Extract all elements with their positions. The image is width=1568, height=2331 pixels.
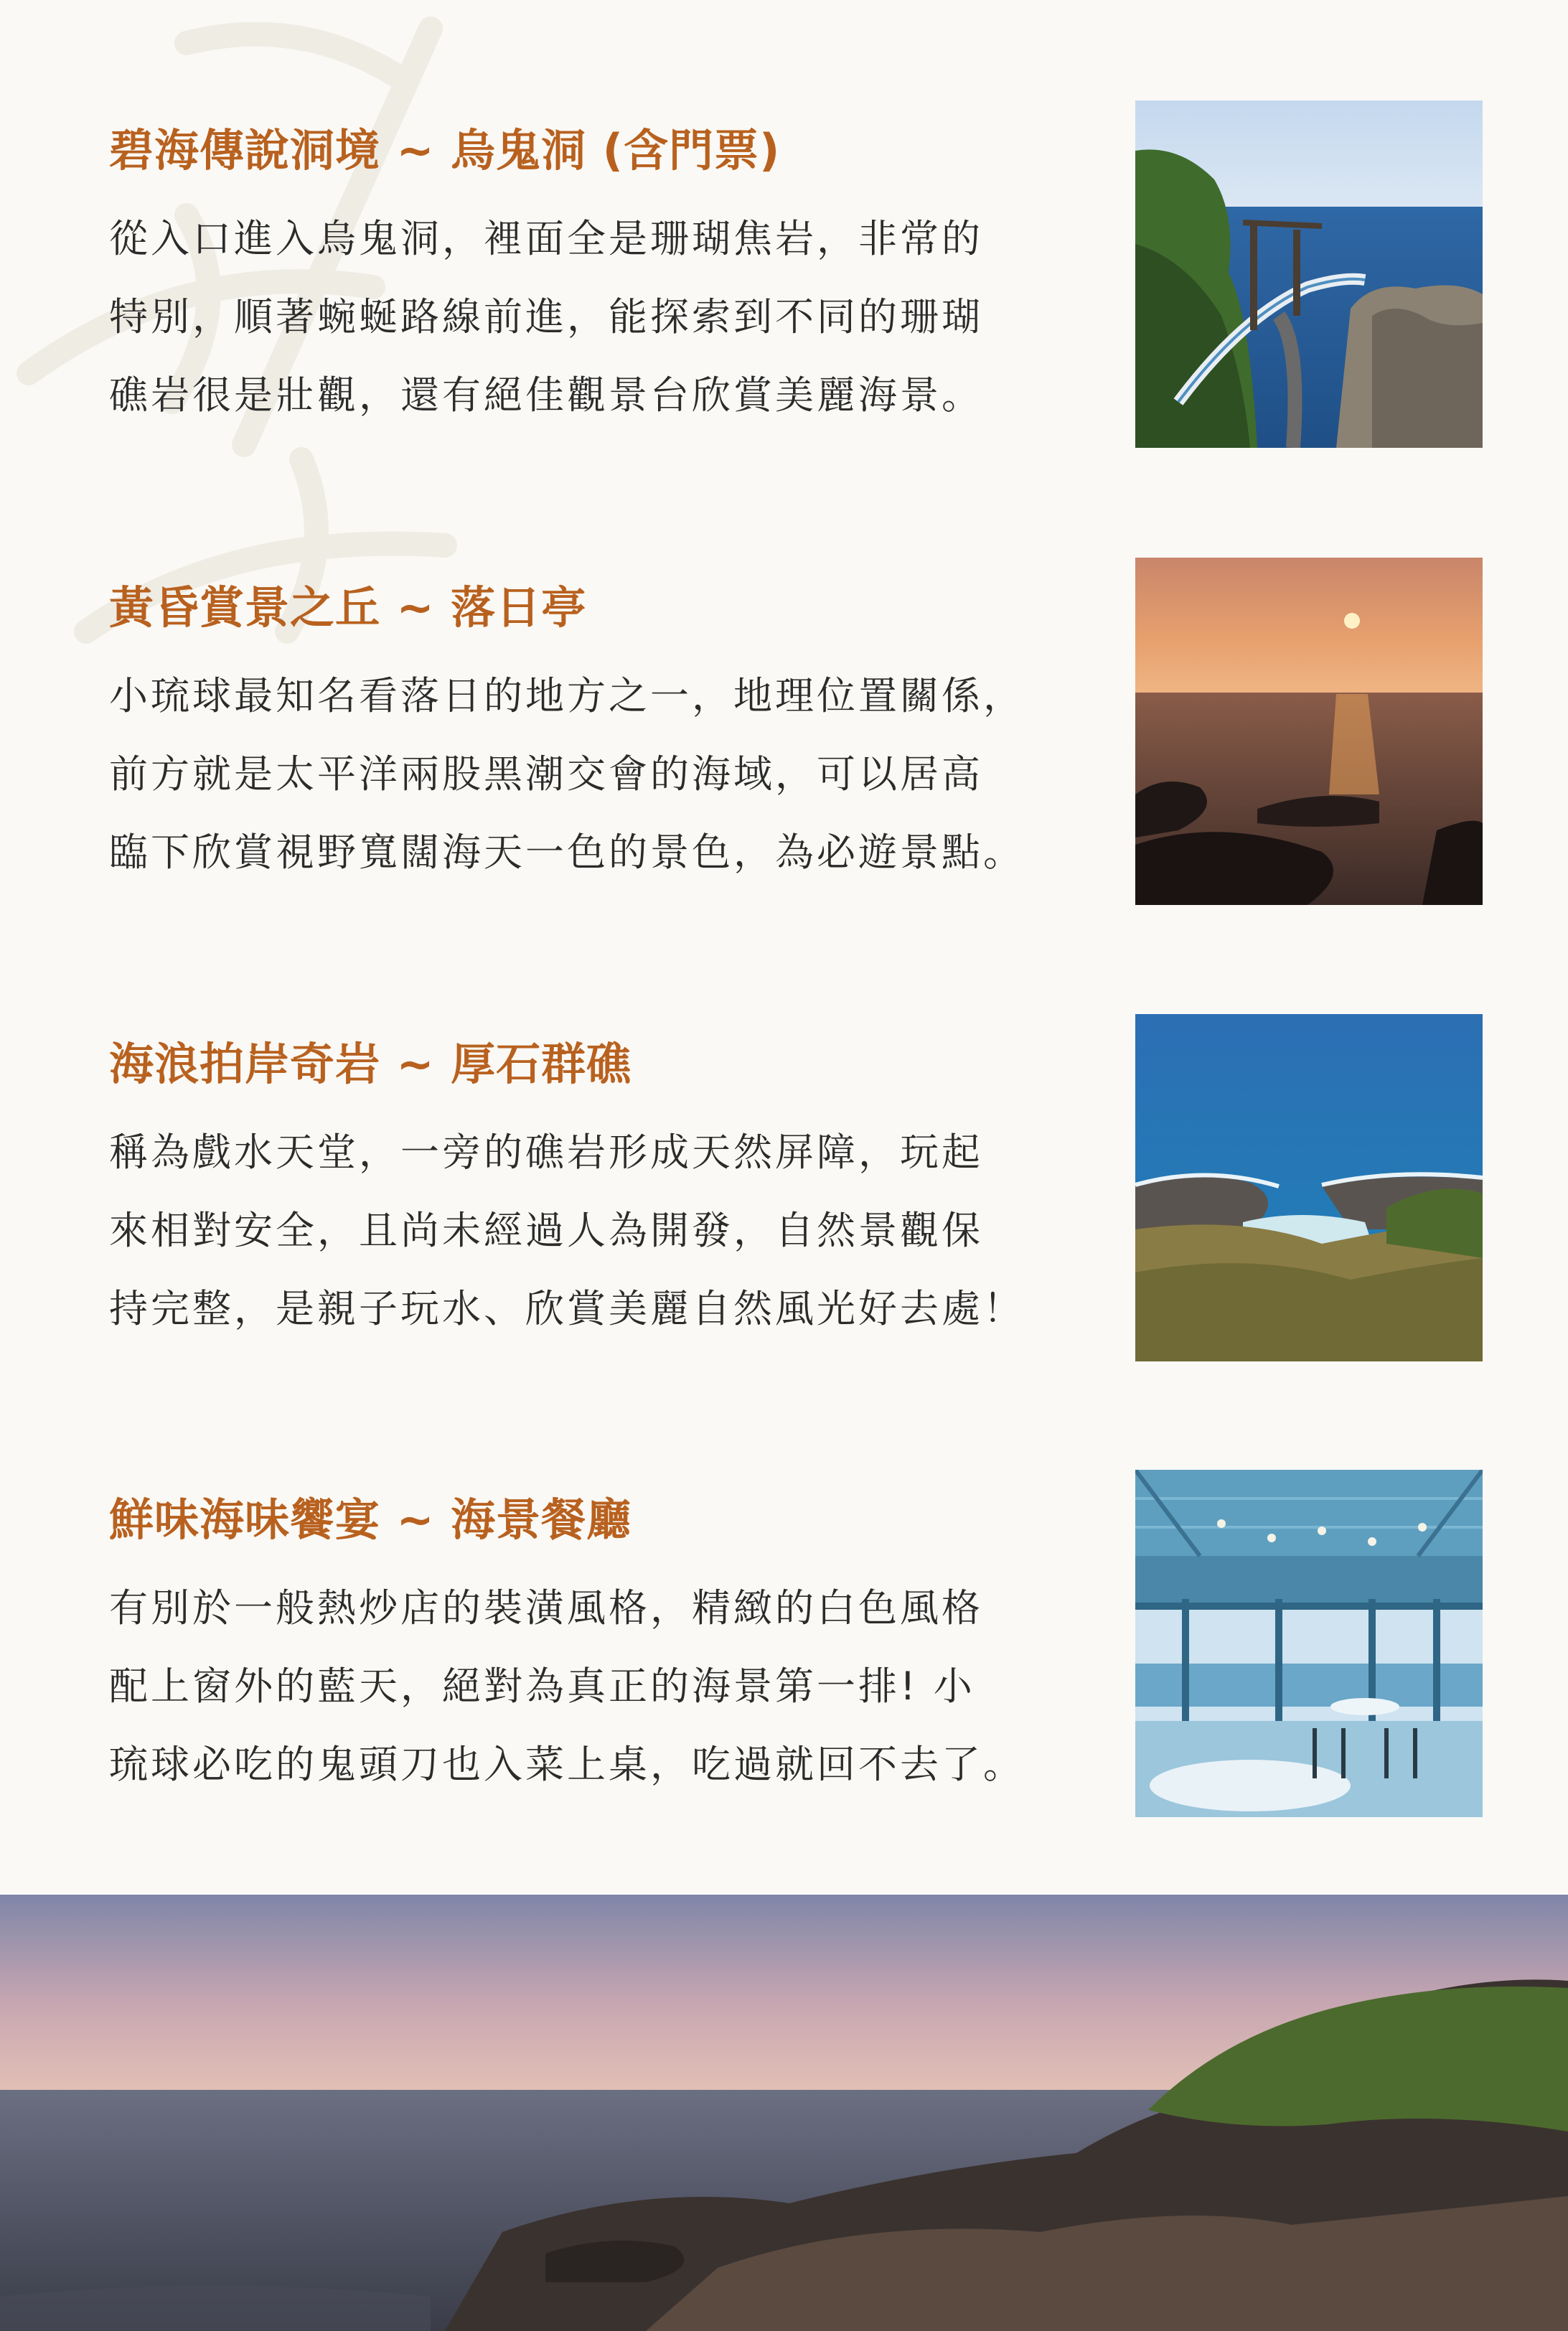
description-line: 從入口進入烏鬼洞，裡面全是珊瑚焦岩，非常的 <box>109 216 983 261</box>
section-title: 碧海傳說洞境 ~ 烏鬼洞 (含門票) <box>109 124 781 177</box>
restaurant-interior-photo <box>1135 1470 1483 1817</box>
attraction-section-black-ghost-cave <box>0 118 1568 477</box>
description-line: 有別於一般熱炒店的裝潢風格，精緻的白色風格 <box>109 1585 983 1631</box>
section-title: 黃昏賞景之丘 ~ 落日亭 <box>109 581 587 634</box>
description-line: 臨下欣賞視野寬闊海天一色的景色，為必遊景點。 <box>109 830 1025 875</box>
cave-boardwalk-photo <box>1135 100 1483 448</box>
reef-coast-photo <box>1135 1014 1483 1361</box>
description-line: 小琉球最知名看落日的地方之一，地理位置關係， <box>109 673 1025 718</box>
section-title: 鮮味海味饗宴 ~ 海景餐廳 <box>109 1493 632 1546</box>
description-line: 特別，順著蜿蜒路線前進，能探索到不同的珊瑚 <box>109 294 983 339</box>
section-title: 海浪拍岸奇岩 ~ 厚石群礁 <box>109 1038 632 1090</box>
description-line: 前方就是太平洋兩股黑潮交會的海域，可以居高 <box>109 751 983 797</box>
description-line: 配上窗外的藍天，絕對為真正的海景第一排! 小 <box>109 1664 975 1709</box>
attraction-section-sunset-pavilion <box>0 576 1568 934</box>
attraction-section-seaview-restaurant <box>0 1488 1568 1847</box>
description-line: 稱為戲水天堂，一旁的礁岩形成天然屏障，玩起 <box>109 1130 983 1175</box>
attraction-section-houshi-reef <box>0 1032 1568 1391</box>
sunset-sea-photo <box>1135 558 1483 905</box>
description-line: 持完整，是親子玩水、欣賞美麗自然風光好去處！ <box>109 1286 1025 1331</box>
description-line: 琉球必吃的鬼頭刀也入菜上桌，吃過就回不去了。 <box>109 1742 1025 1787</box>
description-line: 礁岩很是壯觀，還有絕佳觀景台欣賞美麗海景。 <box>109 372 983 418</box>
coastal-sunset-banner <box>0 1895 1568 2331</box>
description-line: 來相對安全，且尚未經過人為開發，自然景觀保 <box>109 1208 983 1253</box>
